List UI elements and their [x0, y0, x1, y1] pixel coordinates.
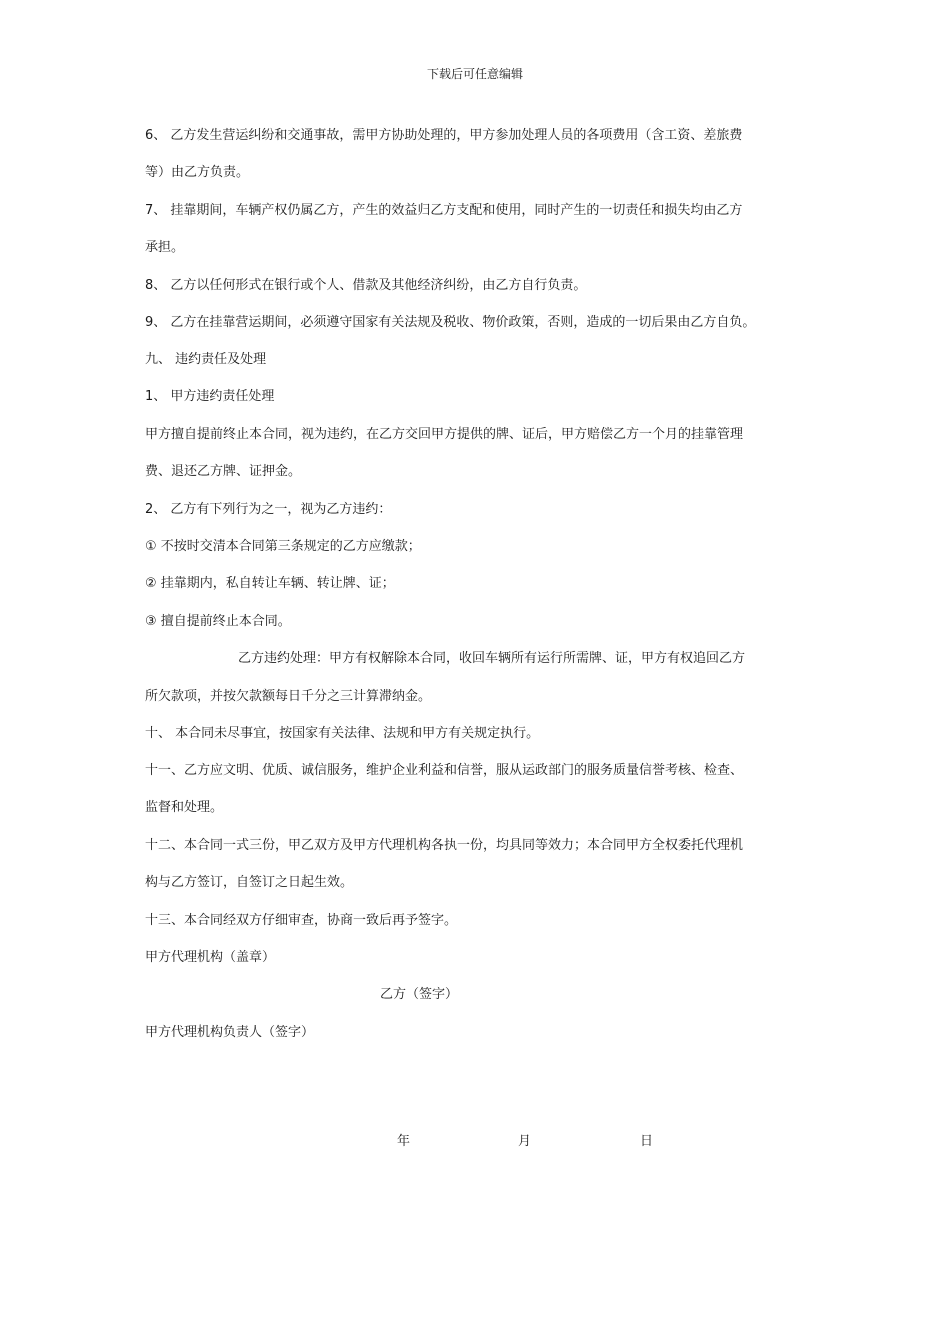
clause-9: 9、 乙方在挂靠营运期间，必须遵守国家有关法规及税收、物价政策，否则，造成的一切后果由乙方自负。 — [145, 315, 756, 330]
breach-2-handling-line-1: 乙方违约处理：甲方有权解除本合同，收回车辆所有运行所需牌、证，甲方有权追回乙方 — [238, 651, 746, 666]
section-11-line-1: 十一、乙方应文明、优质、诚信服务，维护企业利益和信誉，服从运政部门的服务质量信誉考核、检查、 — [145, 763, 744, 778]
breach-1-heading: 1、 甲方违约责任处理 — [145, 389, 275, 404]
clause-6-line-1: 6、 乙方发生营运纠纷和交通事故，需甲方协助处理的，甲方参加处理人员的各项费用（含工资、差旅费 — [145, 128, 743, 143]
section-10: 十、 本合同未尽事宜，按国家有关法律、法规和甲方有关规定执行。 — [145, 726, 540, 741]
clause-7-line-1: 7、 挂靠期间，车辆产权仍属乙方，产生的效益归乙方支配和使用，同时产生的一切责任和损失均由乙方 — [145, 203, 743, 218]
section-9-heading: 九、 违约责任及处理 — [145, 352, 267, 367]
breach-2-handling-line-2: 所欠款项，并按欠款额每日千分之三计算滞纳金。 — [145, 689, 432, 704]
clause-6-line-2: 等）由乙方负责。 — [145, 165, 250, 180]
section-13: 十三、本合同经双方仔细审查，协商一致后再予签字。 — [145, 913, 458, 928]
breach-2-item-3: ③ 擅自提前终止本合同。 — [145, 614, 291, 629]
section-12-line-2: 构与乙方签订，自签订之日起生效。 — [145, 875, 354, 890]
date-year: 年 — [397, 1134, 411, 1149]
date-month: 月 — [518, 1134, 532, 1149]
party-a-agent-seal: 甲方代理机构（盖章） — [145, 950, 276, 965]
breach-2-item-2: ② 挂靠期内，私自转让车辆、转让牌、证； — [145, 576, 395, 591]
breach-2-item-1: ① 不按时交清本合同第三条规定的乙方应缴款； — [145, 539, 421, 554]
section-12-line-1: 十二、本合同一式三份，甲乙双方及甲方代理机构各执一份，均具同等效力；本合同甲方全权委托代理机 — [145, 838, 744, 853]
party-a-agent-head-signature: 甲方代理机构负责人（签字） — [145, 1025, 315, 1040]
header-note: 下载后可任意编辑 — [426, 67, 523, 81]
breach-1-line-2: 费、退还乙方牌、证押金。 — [145, 464, 302, 479]
party-b-signature: 乙方（签字） — [380, 987, 459, 1002]
breach-2-heading: 2、 乙方有下列行为之一，视为乙方违约： — [145, 502, 392, 517]
clause-7-line-2: 承担。 — [145, 240, 185, 255]
clause-8: 8、 乙方以任何形式在银行或个人、借款及其他经济纠纷，由乙方自行负责。 — [145, 278, 587, 293]
breach-1-line-1: 甲方擅自提前终止本合同，视为违约，在乙方交回甲方提供的牌、证后，甲方赔偿乙方一个月的挂靠管理 — [145, 427, 744, 442]
section-11-line-2: 监督和处理。 — [145, 800, 224, 815]
date-day: 日 — [640, 1134, 654, 1149]
